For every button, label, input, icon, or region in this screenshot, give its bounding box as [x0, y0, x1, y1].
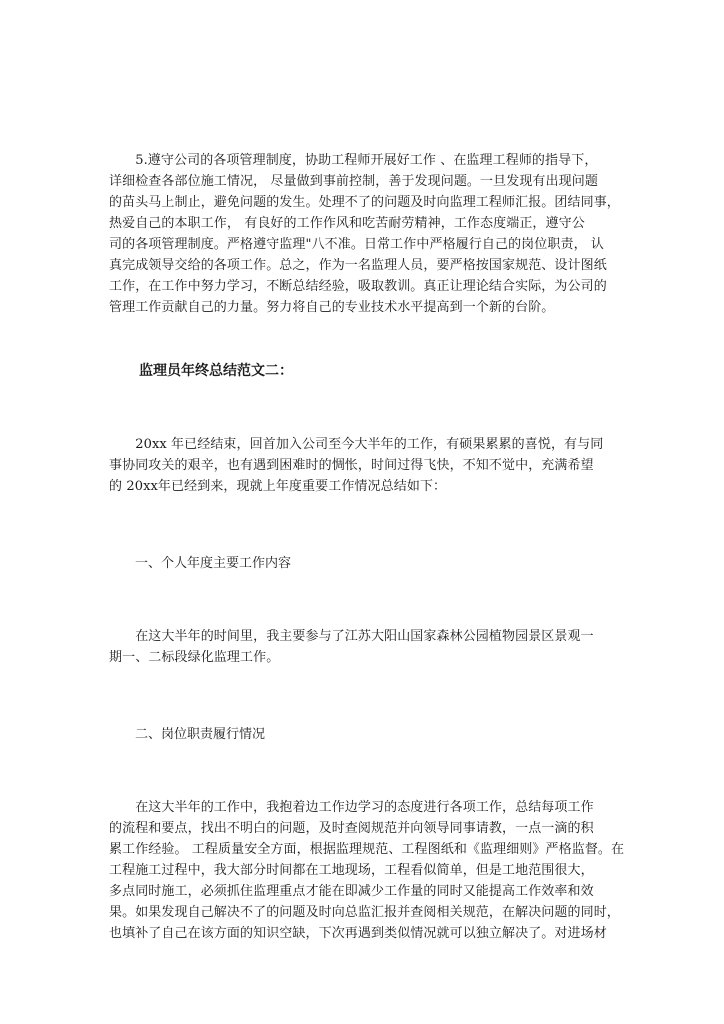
paragraph4-line: 也填补了自己在该方面的知识空缺，下次再遇到类似情况就可以独立解决了。对进场材 — [109, 926, 607, 941]
section1-title: 一、个人年度主要工作内容 — [135, 556, 292, 571]
paragraph1-line: 管理工作贡献自己的力量。努力将自己的专业技术水平提高到一个新的台阶。 — [109, 300, 555, 315]
section2-title: 二、岗位职责履行情况 — [135, 727, 266, 742]
paragraph1-line: 5.遵守公司的各项管理制度，协助工程师开展好工作 、在监理工程师的指导下， — [109, 153, 598, 168]
paragraph2-line: 事协同攻关的艰辛，也有遇到困难时的惆怅，时间过得飞快，不知不觉中，充满希望 — [109, 458, 594, 473]
section-heading: 监理员年终总结范文二： — [139, 363, 293, 379]
paragraph4-line: 果。如果发现自己解决不了的问题及时向总监汇报并查阅相关规范，在解决问题的同时， — [109, 905, 620, 920]
paragraph3-line: 在这大半年的时间里，我主要参与了江苏大阳山国家森林公园植物园景区景观一 — [109, 629, 594, 644]
paragraph1-line: 工作，在工作中努力学习，不断总结经验，吸取教训。真正让理论结合实际，为公司的 — [109, 279, 607, 294]
paragraph4-line: 的流程和要点，找出不明白的问题，及时查阅规范并向领导同事请教，一点一滴的积 — [109, 821, 594, 836]
paragraph1-line: 热爱自己的本职工作， 有良好的工作作风和吃苦耐劳精神，工作态度端正，遵守公 — [109, 216, 585, 231]
paragraph1-line: 的苗头马上制止，避免问题的发生。处理不了的问题及时向监理工程师汇报。团结同事， — [109, 195, 620, 210]
paragraph4-line: 多点同时施工，必须抓住监理重点才能在即减少工作量的同时又能提高工作效率和效 — [109, 884, 594, 899]
paragraph1-line: 司的各项管理制度。严格遵守监理"八不准。日常工作中严格履行自己的岗位职责， 认 — [109, 237, 605, 252]
paragraph4-line: 累工作经验。 工程质量安全方面，根据监理规范、工程图纸和《监理细则》严格监督。在 — [109, 842, 625, 857]
paragraph2-line: 20xx 年已经结束，回首加入公司至今大半年的工作，有硕果累累的喜悦，有与同 — [109, 437, 604, 452]
paragraph2-line: 的 20xx年已经到来，现就上年度重要工作情况总结如下： — [109, 479, 447, 494]
paragraph3-line: 期一、二标段绿化监理工作。 — [109, 650, 280, 665]
paragraph4-line: 在这大半年的工作中，我抱着边工作边学习的态度进行各项工作，总结每项工作 — [109, 800, 594, 815]
paragraph1-line: 真完成领导交给的各项工作。总之，作为一名监理人员，要严格按国家规范、设计图纸 — [109, 258, 607, 273]
paragraph1-line: 详细检查各部位施工情况， 尽量做到事前控制，善于发现问题。一旦发现有出现问题 — [109, 174, 598, 189]
paragraph4-line: 工程施工过程中，我大部分时间都在工地现场，工程看似简单，但是工地范围很大， — [109, 863, 594, 878]
